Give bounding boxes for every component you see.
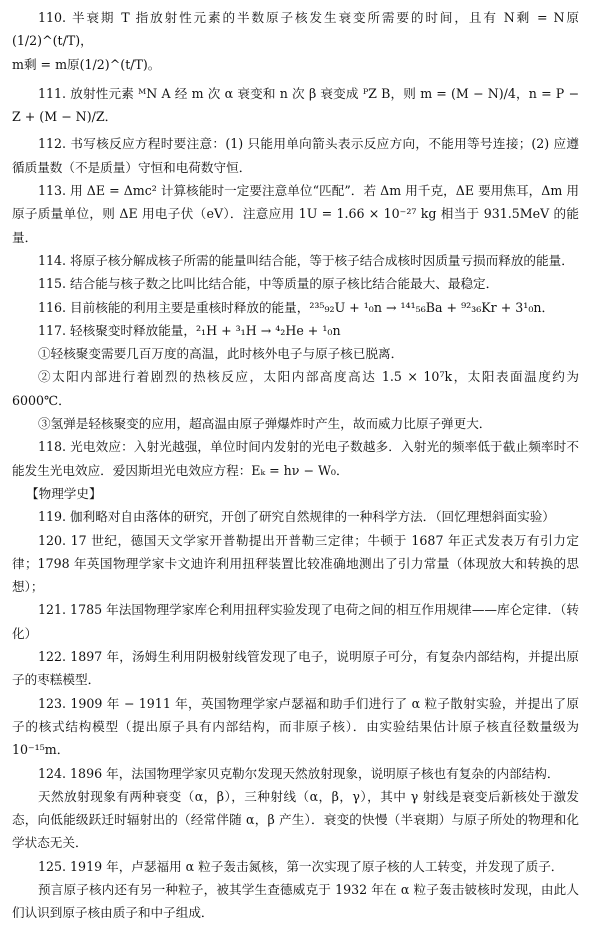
- paragraph-110-cont: m剩 = m原(1/2)^(t/T)。: [12, 56, 161, 72]
- paragraph-118: 118. 光电效应：入射光越强，单位时间内发射的光电子数越多．入射光的频率低于截止频率时不能发生光电效应．爱因斯坦光电效应方程：Eₖ = hν − W₀．: [12, 439, 579, 478]
- paragraph-119: 119. 伽利略对自由落体的研究，开创了研究自然规律的一种科学方法．（回忆理想斜面实验）: [38, 509, 555, 525]
- paragraph-117-item3: ③氢弹是轻核聚变的应用，超高温由原子弹爆炸时产生，故而威力比原子弹更大．: [38, 416, 492, 432]
- paragraph-111: 111. 放射性元素 ᴹN A 经 m 次 α 衰变和 n 次 β 衰变成 ᴾZ B，则 m = (M − N)/4，n = P − Z + (M − N)/Z．: [12, 85, 579, 125]
- paragraph-112: 112. 书写核反应方程时要注意：(1) 只能用单向箭头表示反应方向，不能用等号连接；(2) 应遵循质量数（不是质量）守恒和电荷数守恒．: [12, 136, 579, 175]
- paragraph-124: 124. 1896 年，法国物理学家贝克勒尔发现天然放射现象，说明原子核也有复杂的内部结构．: [38, 765, 560, 781]
- section-heading-physics-history: 【物理学史】: [26, 485, 102, 501]
- paragraph-123: 123. 1909 年 − 1911 年，英国物理学家卢瑟福和助手们进行了 α 粒子散射实验，并提出了原子的核式结构模型（提出原子具有内部结构，而非原子核）．由实验结果估计原子核直径数量级为 10⁻¹⁵m．: [12, 695, 579, 758]
- paragraph-113: 113. 用 ΔE = Δmc² 计算核能时一定要注意单位“匹配”．若 Δm 用千克，ΔE 要用焦耳，Δm 用原子质量单位，则 ΔE 用电子伏（eV）．注意应用 1U = 1.66 × 10⁻²⁷ kg 相当于 931.5MeV 的能量．: [12, 183, 579, 245]
- paragraph-121: 121. 1785 年法国物理学家库仑利用扭秤实验发现了电荷之间的相互作用规律——库仑定律．（转化）: [12, 602, 579, 641]
- paragraph-110: 110. 半衰期 T 指放射性元素的半数原子核发生衰变所需要的时间，且有 N剩 = N原(1/2)^(t/T)，: [12, 10, 579, 49]
- paragraph-116: 116. 目前核能的利用主要是重核时释放的能量，²³⁵₉₂U + ¹₀n → ¹⁴¹₅₆Ba + ⁹²₃₆Kr + 3¹₀n．: [38, 299, 555, 315]
- paragraph-122: 122. 1897 年，汤姆生利用阴极射线管发现了电子，说明原子可分，有复杂内部结构，并提出原子的枣糕模型．: [12, 649, 579, 688]
- paragraph-120: 120. 17 世纪，德国天文学家开普勒提出开普勒三定律；牛顿于 1687 年正式发表万有引力定律；1798 年英国物理学家卡文迪许利用扭秤装置比较准确地测出了引力常量（体现放大和转换的思想）；: [12, 532, 579, 595]
- paragraph-117-item2: ②太阳内部进行着剧烈的热核反应，太阳内部高度高达 1.5 × 10⁷k，太阳表面温度约为 6000℃．: [12, 369, 579, 408]
- paragraph-114: 114. 将原子核分解成核子所需的能量叫结合能，等于核子结合成核时因质量亏损而释放的能量．: [38, 252, 574, 268]
- paragraph-125-cont: 预言原子核内还有另一种粒子，被其学生查德威克于 1932 年在 α 粒子轰击铍核时发现，由此人们认识到原子核由质子和中子组成．: [12, 881, 579, 921]
- paragraph-117-item1: ①轻核聚变需要几百万度的高温，此时核外电子与原子核已脱离．: [38, 346, 404, 362]
- paragraph-115: 115. 结合能与核子数之比叫比结合能，中等质量的原子核比结合能最大、最稳定．: [38, 276, 499, 292]
- paragraph-117: 117. 轻核聚变时释放能量，²₁H + ³₁H → ⁴₂He + ¹₀n: [38, 322, 341, 338]
- paragraph-125: 125. 1919 年，卢瑟福用 α 粒子轰击氮核，第一次实现了原子核的人工转变，并发现了质子．: [38, 858, 564, 874]
- paragraph-124-cont: 天然放射现象有两种衰变（α，β），三种射线（α，β，γ），其中 γ 射线是衰变后新核处于激发态，向低能级跃迁时辐射出的（经常伴随 α，β 产生）．衰变的快慢（半衰期）与原子所处的物理和化学状态无关．: [12, 788, 579, 851]
